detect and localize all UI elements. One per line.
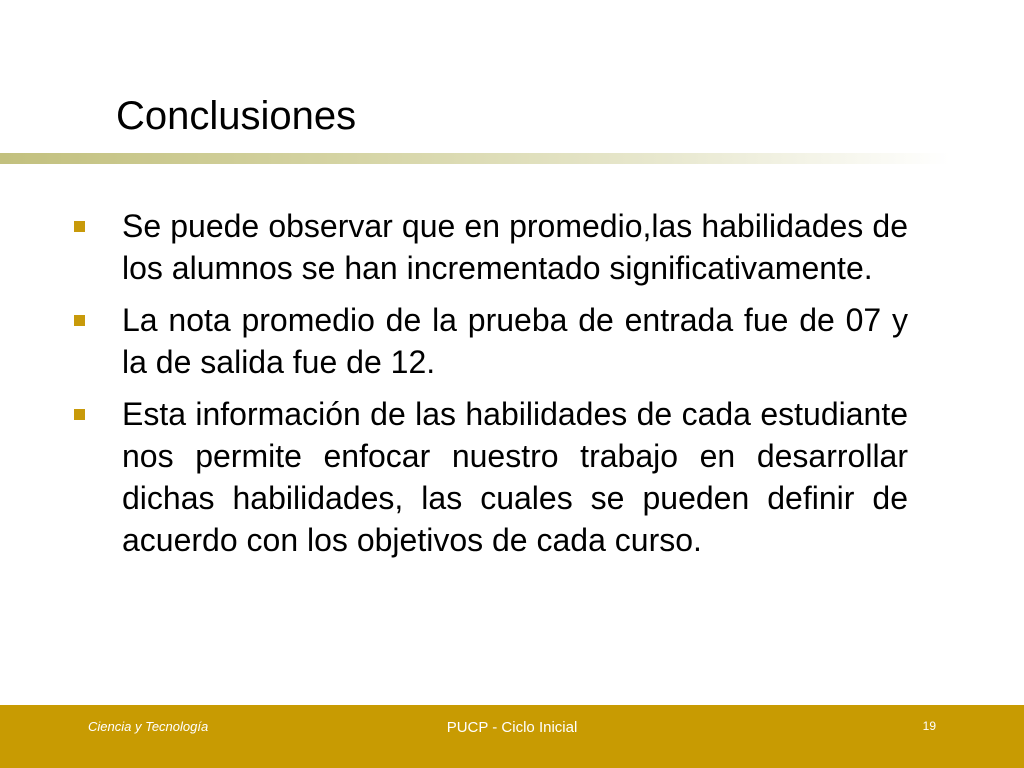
footer-course-label: Ciencia y Tecnología bbox=[88, 719, 209, 734]
page-number: 19 bbox=[922, 719, 936, 733]
square-bullet-icon bbox=[74, 409, 85, 420]
bullet-item bbox=[72, 299, 908, 383]
bullet-item bbox=[72, 205, 908, 289]
bullet-text: Esta información de las habilidades de cada estudiante nos permite enfocar nuestro trabajo en desarrollar dichas habilidades, las cuales se pueden definir de acuerdo con los objetivos de cada curso. bbox=[122, 396, 908, 558]
title-divider bbox=[0, 153, 950, 164]
footer-center-label: PUCP - Ciclo Inicial bbox=[446, 719, 578, 736]
bullet-item bbox=[72, 393, 908, 561]
footer-bar bbox=[0, 705, 1024, 768]
bullet-list bbox=[72, 205, 908, 571]
square-bullet-icon bbox=[74, 315, 85, 326]
slide-title: Conclusiones bbox=[116, 94, 357, 138]
bullet-text: La nota promedio de la prueba de entrada fue de 07 y la de salida fue de 12. bbox=[122, 302, 908, 380]
bullet-text: Se puede observar que en promedio,las habilidades de los alumnos se han incrementado significativamente. bbox=[122, 208, 908, 286]
square-bullet-icon bbox=[74, 221, 85, 232]
